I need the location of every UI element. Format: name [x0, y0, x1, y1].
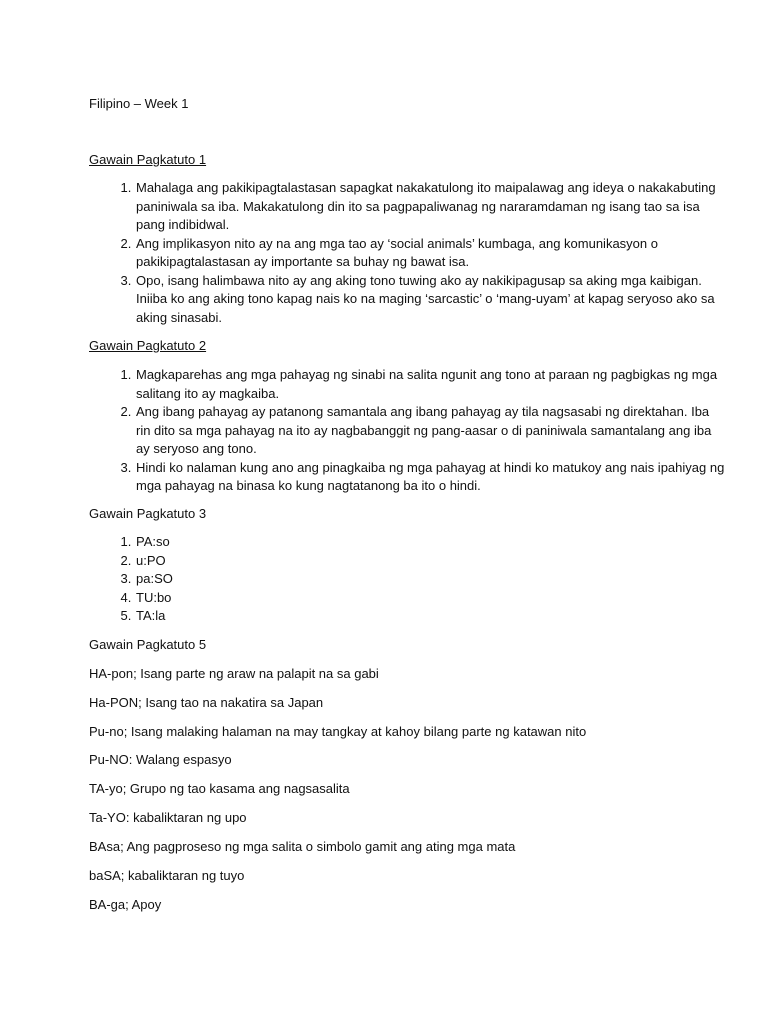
gawain-5-line: HA-pon; Isang parte ng araw na palapit na sa gabi: [89, 666, 379, 681]
document-title: Filipino – Week 1: [89, 96, 189, 111]
gawain-3-item: 4. TU:bo: [135, 589, 725, 608]
gawain-3-heading: Gawain Pagkatuto 3: [89, 506, 207, 521]
gawain-5-line: BA-ga; Apoy: [89, 897, 162, 912]
gawain-3-item: 3. pa:SO: [135, 570, 725, 589]
gawain-5-line: baSA; kabaliktaran ng tuyo: [89, 868, 245, 883]
gawain-1-heading: Gawain Pagkatuto 1: [89, 152, 207, 167]
gawain-3-item: 5. TA:la: [135, 607, 725, 626]
gawain-2-heading: Gawain Pagkatuto 2: [89, 338, 207, 353]
gawain-1-item: 2. Ang implikasyon nito ay na ang mga tao ay ‘social animals’ kumbaga, ang komunikasyon o pakikipagtalastasan ay importante sa buhay ng bawat isa.: [135, 235, 725, 272]
gawain-5-line: Pu-no; Isang malaking halaman na may tangkay at kahoy bilang parte ng katawan nito: [89, 724, 587, 739]
gawain-5-line: Ta-YO: kabaliktaran ng upo: [89, 810, 247, 825]
gawain-1-list: [89, 179, 725, 327]
gawain-3-item: 2. u:PO: [135, 552, 725, 571]
gawain-2-item: 3. Hindi ko nalaman kung ano ang pinagkaiba ng mga pahayag at hindi ko matukoy ang nais ipahiyag ng mga pahayag na binasa ko kung nagtatanong ba ito o hindi.: [135, 459, 725, 496]
gawain-2-item: 1. Magkaparehas ang mga pahayag ng sinabi na salita ngunit ang tono at paraan ng pagbigkas ng mga salitang ito ay magkaiba.: [135, 366, 725, 403]
gawain-5-line: BAsa; Ang pagproseso ng mga salita o simbolo gamit ang ating mga mata: [89, 839, 516, 854]
gawain-3-list: [89, 533, 725, 626]
gawain-5-line: TA-yo; Grupo ng tao kasama ang nagsasalita: [89, 781, 350, 796]
gawain-2-list: [89, 366, 725, 496]
gawain-3-item: 1. PA:so: [135, 533, 725, 552]
gawain-5-heading: Gawain Pagkatuto 5: [89, 637, 207, 652]
gawain-1-item: 3. Opo, isang halimbawa nito ay ang aking tono tuwing ako ay nakikipagusap sa aking mga kaibigan. Iniiba ko ang aking tono kapag nais ko na maging ‘sarcastic’ o ‘mang-uyam’ at kapag seryoso ako sa aking sinasabi.: [135, 272, 725, 328]
gawain-5-line: Ha-PON; Isang tao na nakatira sa Japan: [89, 695, 324, 710]
gawain-1-item: 1. Mahalaga ang pakikipagtalastasan sapagkat nakakatulong ito maipalawag ang ideya o nakakabuting paniniwala sa iba. Makakatulong din ito sa pagpapaliwanag ng nararamdaman ng isang tao sa isa pang indibidwal.: [135, 179, 725, 235]
gawain-5-line: Pu-NO: Walang espasyo: [89, 752, 232, 767]
gawain-2-item: 2. Ang ibang pahayag ay patanong samantala ang ibang pahayag ay tila nagsasabi ng direktahan. Iba rin dito sa mga pahayag na ito ay nagbabanggit ng pang-aasar o di paniniwala samantalang ang iba ay seryoso ang tono.: [135, 403, 725, 459]
